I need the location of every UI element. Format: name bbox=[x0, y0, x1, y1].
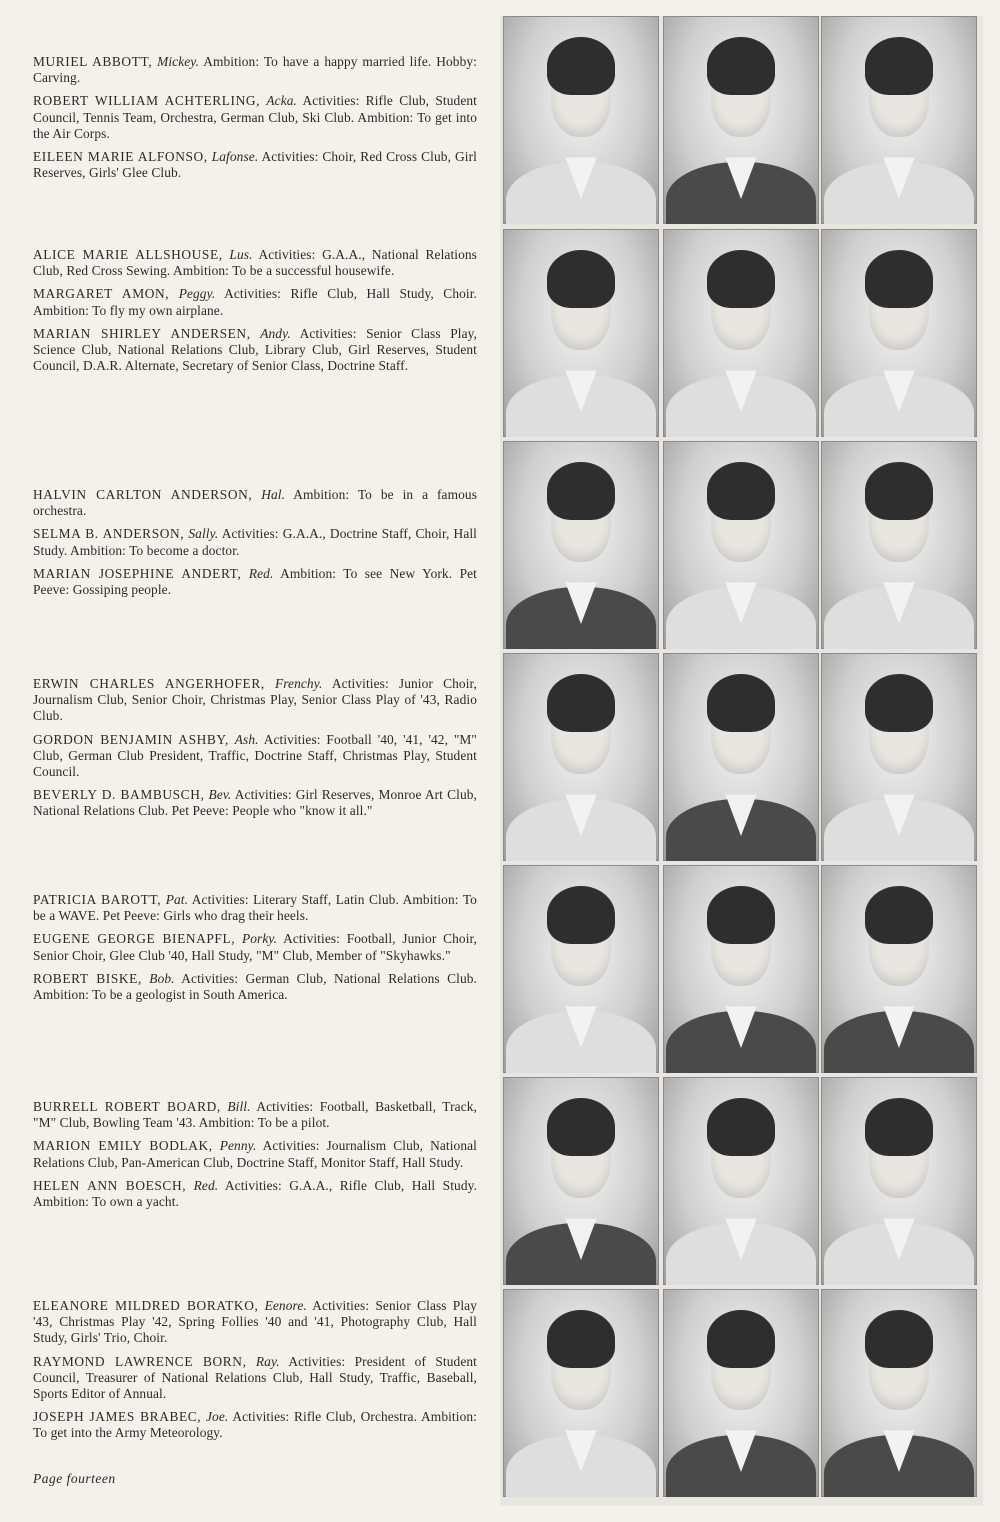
entry: PATRICIA BAROTT, Pat. Activities: Literary Staff, Latin Club. Ambition: To be a WAVE. Pet Peeve: Girls who drag their heels. bbox=[33, 892, 477, 924]
page-number: Page fourteen bbox=[33, 1471, 116, 1486]
student-portrait bbox=[503, 16, 659, 224]
entry: MARGARET AMON, Peggy. Activities: Rifle Club, Hall Study, Choir. Ambition: To fly my own airplane. bbox=[33, 286, 477, 318]
entry: BURRELL ROBERT BOARD, Bill. Activities: Football, Basketball, Track, "M" Club, Bowling Team '43. Ambition: To be a pilot. bbox=[33, 1099, 477, 1131]
student-portrait bbox=[821, 1077, 977, 1285]
group-4 bbox=[33, 676, 477, 827]
entry: RAYMOND LAWRENCE BORN, Ray. Activities: President of Student Council, Treasurer of National Relations Club, Hall Study, Traffic, Baseball, Sports Editor of Annual. bbox=[33, 1353, 477, 1402]
entry: EUGENE GEORGE BIENAPFL, Porky. Activities: Football, Junior Choir, Senior Choir, Glee Club '40, Hall Study, "M" Club, Member of "Skyhawks." bbox=[33, 931, 478, 963]
student-portrait bbox=[663, 1077, 819, 1285]
portrait-grid bbox=[500, 16, 983, 1506]
entry: BEVERLY D. BAMBUSCH, Bev. Activities: Girl Reserves, Monroe Art Club, National Relations Club. Pet Peeve: People who "know it all." bbox=[33, 787, 477, 819]
entry: EILEEN MARIE ALFONSO, Lafonse. Activities: Choir, Red Cross Club, Girl Reserves, Girls' Glee Club. bbox=[33, 149, 477, 181]
group-5 bbox=[33, 892, 477, 1010]
entry: MARIAN SHIRLEY ANDERSEN, Andy. Activities: Senior Class Play, Science Club, National Relations Club, Library Club, Girl Reserves, Student Council, D.A.R. Alternate, Secretary of Senior Class, Doctrine Staff. bbox=[33, 325, 477, 374]
entry: ALICE MARIE ALLSHOUSE, Lus. Activities: G.A.A., National Relations Club, Red Cross Sewing. Ambition: To be a successful housewife. bbox=[33, 247, 477, 279]
group-7 bbox=[33, 1298, 477, 1449]
entry: MURIEL ABBOTT, Mickey. Ambition: To have a happy married life. Hobby: Carving. bbox=[33, 54, 477, 86]
student-portrait bbox=[821, 1289, 977, 1497]
entry: JOSEPH JAMES BRABEC, Joe. Activities: Rifle Club, Orchestra. Ambition: To get into the Army Meteorology. bbox=[33, 1409, 477, 1441]
entry: ROBERT WILLIAM ACHTERLING, Acka. Activities: Rifle Club, Student Council, Tennis Team, Orchestra, German Club, Ski Club. Ambition: To get into the Air Corps. bbox=[33, 93, 477, 141]
student-portrait bbox=[821, 229, 977, 437]
entry: ROBERT BISKE, Bob. Activities: German Club, National Relations Club. Ambition: To be a geologist in South America. bbox=[33, 970, 477, 1003]
group-6 bbox=[33, 1099, 477, 1217]
entry: SELMA B. ANDERSON, Sally. Activities: G.A.A., Doctrine Staff, Choir, Hall Study. Ambition: To become a doctor. bbox=[33, 526, 477, 558]
student-portrait bbox=[503, 1077, 659, 1285]
entry: MARION EMILY BODLAK, Penny. Activities: Journalism Club, National Relations Club, Pan-American Club, Doctrine Staff, Monitor Staff, Hall Study. bbox=[33, 1138, 478, 1170]
student-portrait bbox=[663, 441, 819, 649]
student-portrait bbox=[663, 865, 819, 1073]
student-portrait bbox=[503, 865, 659, 1073]
group-3 bbox=[33, 487, 477, 605]
entry: MARIAN JOSEPHINE ANDERT, Red. Ambition: To see New York. Pet Peeve: Gossiping people. bbox=[33, 565, 477, 598]
student-portrait bbox=[821, 865, 977, 1073]
student-portrait bbox=[663, 229, 819, 437]
student-portrait bbox=[821, 653, 977, 861]
student-portrait bbox=[663, 16, 819, 224]
entry: GORDON BENJAMIN ASHBY, Ash. Activities: Football '40, '41, '42, "M" Club, German Club President, Traffic, Doctrine Staff, Christmas Play, Student Council. bbox=[33, 731, 477, 780]
student-portrait bbox=[821, 16, 977, 224]
student-portrait bbox=[503, 441, 659, 649]
group-1 bbox=[33, 54, 477, 188]
entry: HELEN ANN BOESCH, Red. Activities: G.A.A., Rifle Club, Hall Study. Ambition: To own a yacht. bbox=[33, 1177, 477, 1210]
group-2 bbox=[33, 247, 477, 381]
student-portrait bbox=[663, 653, 819, 861]
entry: HALVIN CARLTON ANDERSON, Hal. Ambition: To be in a famous orchestra. bbox=[33, 487, 478, 519]
entry: ERWIN CHARLES ANGERHOFER, Frenchy. Activities: Junior Choir, Journalism Club, Senior Choir, Christmas Play, Senior Class Play of '43, Radio Club. bbox=[33, 676, 477, 724]
student-portrait bbox=[503, 653, 659, 861]
student-portrait bbox=[663, 1289, 819, 1497]
entry: ELEANORE MILDRED BORATKO, Eenore. Activities: Senior Class Play '43, Christmas Play '42, Spring Follies '40 and '41, Photography Club, Hall Study, Girls' Trio, Choir. bbox=[33, 1298, 477, 1346]
student-portrait bbox=[821, 441, 977, 649]
student-portrait bbox=[503, 229, 659, 437]
student-portrait bbox=[503, 1289, 659, 1497]
